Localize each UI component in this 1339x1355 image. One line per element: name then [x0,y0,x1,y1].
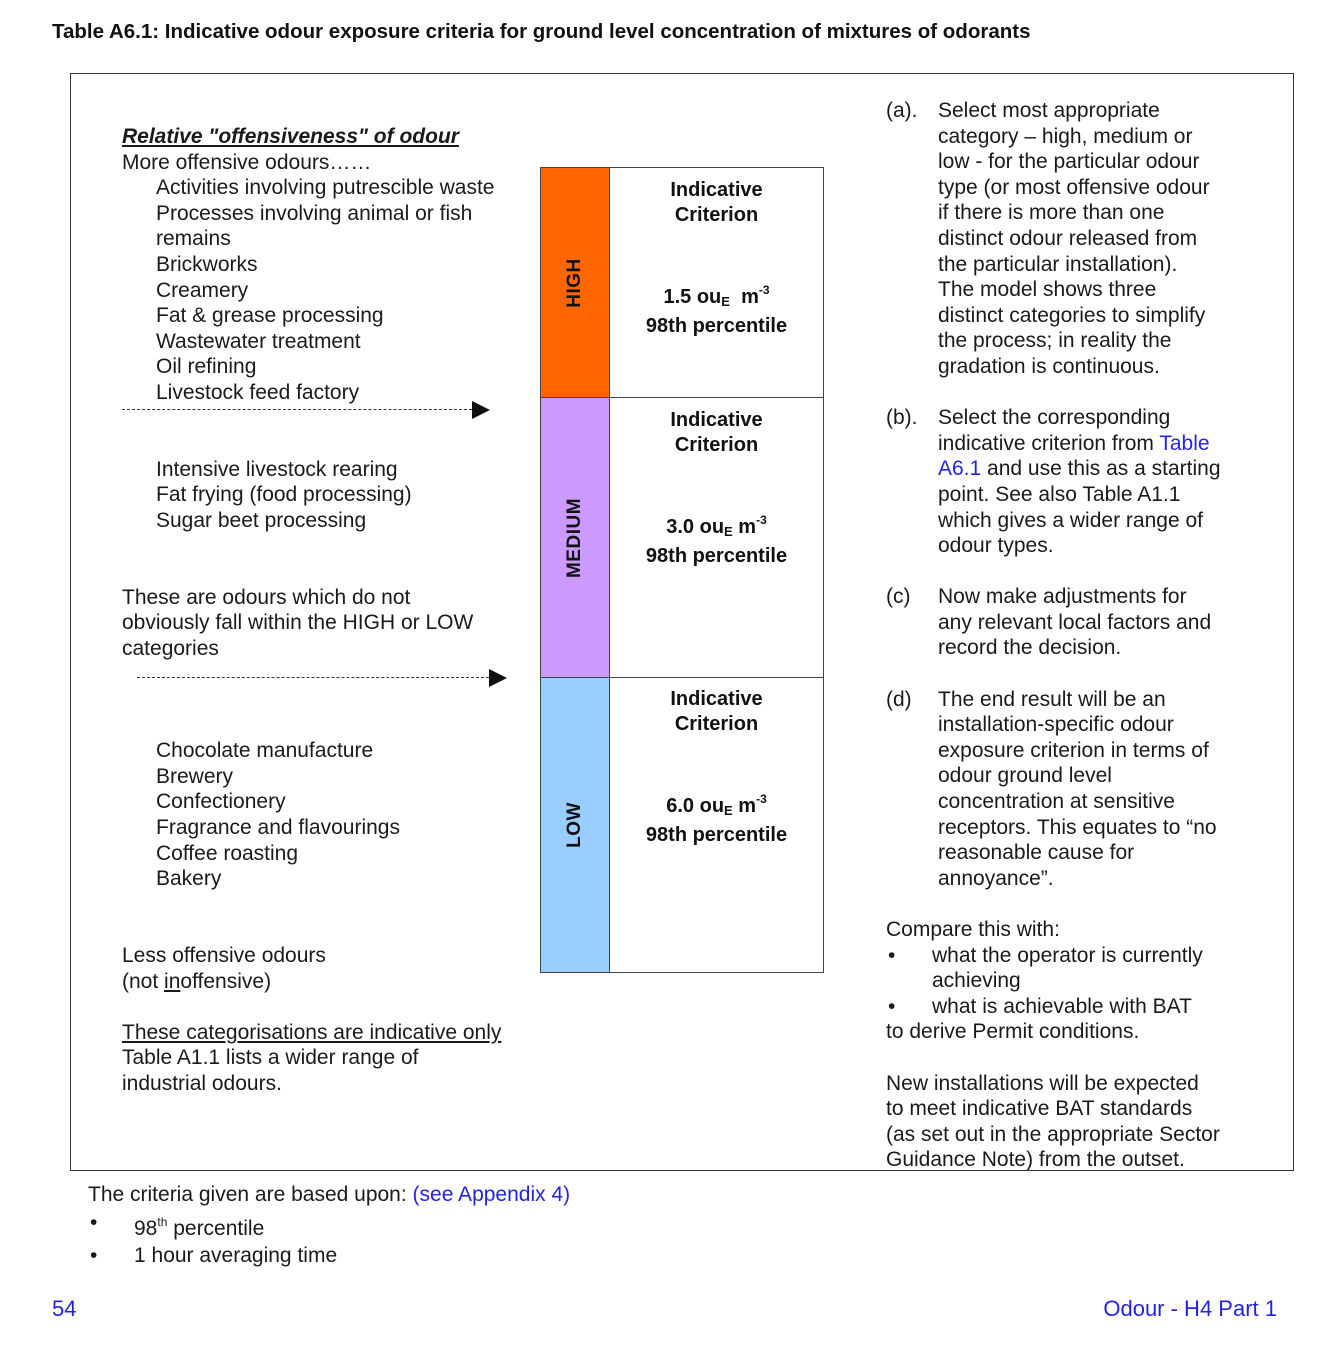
step-line: odour ground level [938,764,1112,788]
note-line: New installations will be expected [886,1071,1199,1095]
step-c [886,584,1266,661]
list-item: Intensive livestock rearing [156,457,398,481]
high-medium-boundary-arrow [122,409,472,410]
text-part: th [157,1214,168,1229]
bullet-line: what is achievable with BAT [932,994,1192,1018]
step-line: receptors. This equates to “no [938,815,1217,839]
instructions-column [886,98,1266,1173]
medium-band-label: MEDIUM [564,497,585,579]
compare-bullet [886,994,1266,1020]
text-part: indicative criterion from [938,431,1160,455]
step-line: The end result will be an [938,687,1166,711]
step-line: exposure criterion in terms of [938,738,1209,762]
step-line: the process; in reality the [938,329,1172,353]
step-line: Select the corresponding [938,406,1171,430]
step-line: type (or most offensive odour [938,175,1210,199]
note-line: Guidance Note) from the outset. [886,1148,1185,1172]
criterion-percentile: 98th percentile [645,545,788,567]
text-part: and use this as a starting [981,457,1221,481]
criterion-value [610,278,823,314]
step-letter: (a). [886,99,918,122]
compare-label: Compare this with: [886,918,1060,941]
offensiveness-column [122,124,532,1097]
high-band [541,168,610,398]
list-item: Coffee roasting [156,841,299,865]
step-line: reasonable cause for [938,841,1135,865]
low-criterion [610,687,823,848]
step-line: gradation is continuous. [938,354,1160,378]
list-item: Sugar beet processing [156,508,367,532]
arrow-head-icon [489,669,507,687]
table-a6-1-link[interactable]: Table [1159,431,1210,455]
medium-activity-list [122,457,532,534]
list-item: Confectionery [156,790,286,814]
list-item: Chocolate manufacture [156,739,374,763]
wider-range-note [122,1045,532,1096]
note-line: (as set out in the appropriate Sector [886,1122,1220,1146]
page-title: Table A6.1: Indicative odour exposure criteria for ground level concentration of mixtures of odorants [52,20,1031,43]
band-divider [541,397,823,398]
criterion-percentile: 98th percentile [645,315,788,337]
step-a [886,98,1266,380]
text-part: The criteria given are based upon: [88,1183,413,1206]
bullet-line [134,1209,264,1243]
high-activity-list [122,175,532,405]
criterion-heading: Criterion [674,434,759,456]
criterion-value [610,787,823,823]
step-line [938,431,1266,457]
page-number: 54 [52,1296,77,1321]
medium-criterion [610,408,823,569]
offensiveness-heading: Relative "offensiveness" of odour [122,125,459,148]
step-line: The model shows three [938,278,1157,302]
step-line: annoyance”. [938,866,1054,890]
step-line: which gives a wider range of [938,508,1203,532]
step-line: installation-specific odour [938,713,1174,737]
bullet-line: achieving [932,969,1021,993]
appendix-4-link[interactable]: (see Appendix 4) [412,1183,571,1206]
table-a6-1-link[interactable]: A6.1 [938,457,982,481]
list-item: Wastewater treatment [156,329,361,353]
list-item: Livestock feed factory [156,380,360,404]
value-sup: -3 [756,513,767,527]
derive-label: to derive Permit conditions. [886,1020,1140,1044]
bullet-icon: • [888,994,896,1018]
text-part: percentile [167,1216,265,1240]
criteria-scale [540,167,824,973]
criterion-heading: Criterion [674,713,759,735]
text-part: (not [122,969,165,993]
high-band-label: HIGH [564,258,585,308]
value-sub: E [724,803,733,818]
list-item: remains [156,227,231,251]
note-line: Table A1.1 lists a wider range of [122,1046,419,1070]
list-item: Activities involving putrescible waste [156,176,495,200]
bullet-icon: • [90,1244,98,1267]
arrow-head-icon [472,401,490,419]
bullet-icon: • [888,943,896,967]
text-part: 98 [134,1216,158,1240]
list-item: Fragrance and flavourings [156,816,400,840]
step-letter: (c) [886,585,911,609]
list-item: Fat & grease processing [156,304,384,328]
step-line: Select most appropriate [938,99,1160,122]
step-line [938,456,1266,482]
value-text: 3.0 ou [666,516,725,538]
criteria-bullet [88,1242,570,1270]
high-criterion [610,178,823,339]
bullet-icon: • [90,1210,98,1234]
step-line: if there is more than one [938,201,1165,225]
criteria-bullet [88,1209,570,1243]
document-reference: Odour - H4 Part 1 [1103,1296,1277,1321]
step-line: category – high, medium or [938,124,1193,148]
list-item: Brickworks [156,252,258,276]
step-line: odour types. [938,534,1054,558]
list-item: Fat frying (food processing) [156,483,412,507]
new-installations-note [886,1071,1266,1173]
criterion-heading: Indicative [670,409,763,431]
step-line: point. See also Table A1.1 [938,482,1181,506]
step-line: low - for the particular odour [938,150,1200,174]
list-item: Processes involving animal or fish [156,201,473,225]
list-item: Bakery [156,867,222,891]
criterion-heading: Indicative [670,179,763,201]
low-band [541,678,610,972]
criterion-value [610,508,823,544]
value-text: 1.5 ou [663,286,722,308]
step-letter: (d) [886,687,912,711]
value-text: 6.0 ou [666,795,725,817]
note-line: obviously fall within the HIGH or LOW [122,611,474,635]
value-sup: -3 [758,283,770,297]
band-divider [541,677,823,678]
value-sub: E [721,294,730,309]
indicative-only-note: These categorisations are indicative only [122,1020,502,1044]
list-item: Oil refining [156,355,257,379]
criteria-basis-notes [88,1181,570,1270]
value-unit: m [738,516,757,538]
medium-low-boundary-arrow [137,677,489,678]
criterion-heading: Indicative [670,688,763,710]
low-band-label: LOW [564,802,585,848]
compare-bullet [886,943,1266,994]
step-line: distinct categories to simplify [938,303,1206,327]
step-line: the particular installation). [938,252,1178,276]
value-sup: -3 [756,792,767,806]
note-line: industrial odours. [122,1071,282,1095]
step-letter: (b). [886,406,918,430]
medium-band [541,398,610,678]
note-line: These are odours which do not [122,585,411,609]
criteria-basis-line [88,1181,570,1209]
value-unit: m [738,795,757,817]
step-b [886,405,1266,559]
criterion-heading: Criterion [674,204,759,226]
value-sub: E [724,524,733,539]
step-line: Now make adjustments for [938,585,1187,609]
criterion-percentile: 98th percentile [645,824,788,846]
less-offensive-label: Less offensive odours [122,944,326,967]
note-line: categories [122,636,219,660]
low-activity-list [122,738,532,892]
bullet-line: 1 hour averaging time [134,1244,338,1267]
more-offensive-label: More offensive odours…… [122,150,372,174]
not-inoffensive-label [122,969,532,995]
step-line: record the decision. [938,636,1122,660]
step-line: distinct odour released from [938,226,1198,250]
value-unit: m [741,286,759,308]
step-d [886,687,1266,892]
text-part: in [164,969,181,993]
list-item: Brewery [156,764,234,788]
step-line: concentration at sensitive [938,790,1175,814]
text-part: offensive) [180,969,272,993]
list-item: Creamery [156,278,249,302]
bullet-line: what the operator is currently [932,943,1203,967]
step-line: any relevant local factors and [938,610,1212,634]
note-line: to meet indicative BAT standards [886,1097,1193,1121]
medium-note [122,585,532,662]
